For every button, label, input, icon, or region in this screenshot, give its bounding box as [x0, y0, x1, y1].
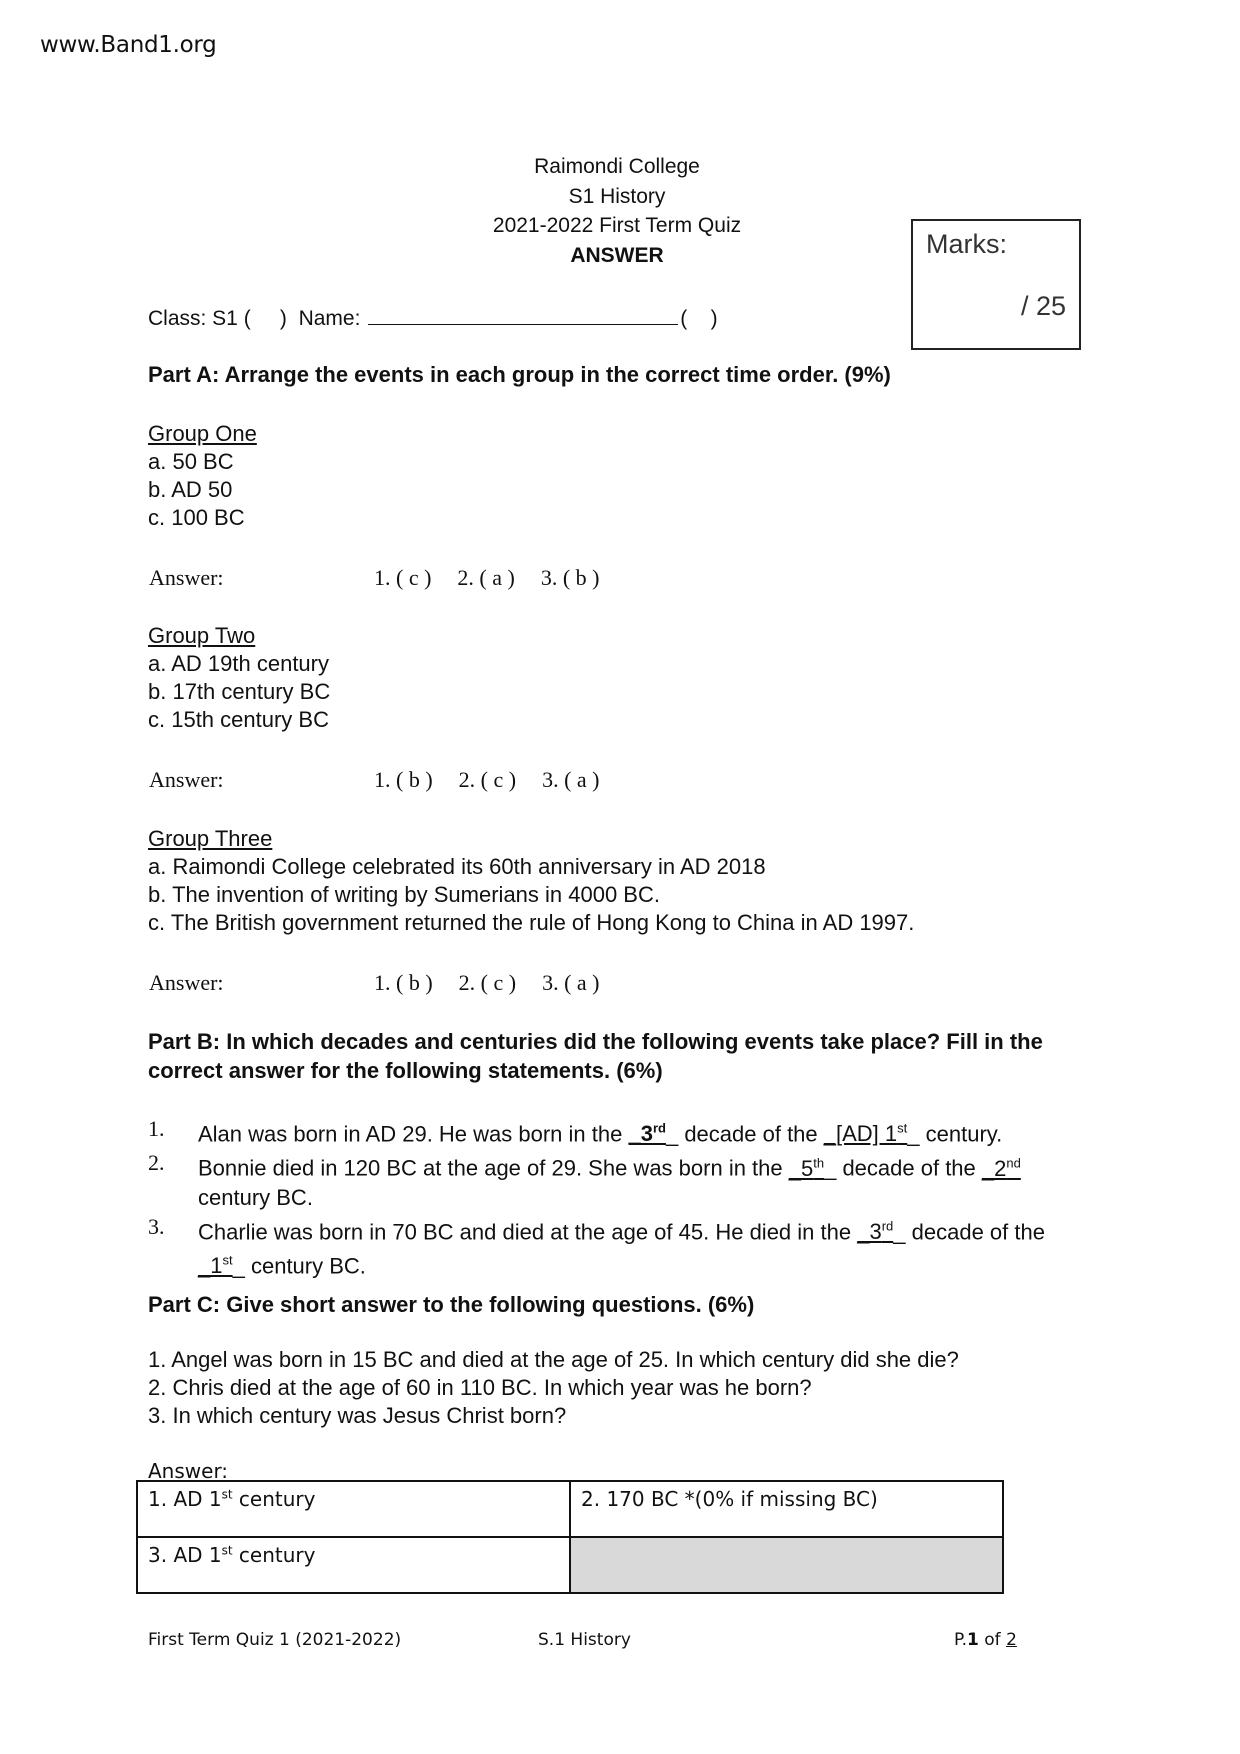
- answer-label: Answer:: [149, 767, 224, 792]
- shaded-empty-cell: [570, 1537, 1003, 1593]
- answer-label: Answer:: [149, 970, 224, 995]
- table-row: [137, 1481, 1003, 1537]
- part-c-questions: [148, 1346, 959, 1430]
- footer-center: S.1 History: [538, 1630, 631, 1650]
- answer-suffix: st: [221, 1487, 233, 1502]
- fill-end: _: [907, 1121, 920, 1147]
- fill-value: _3: [857, 1218, 882, 1244]
- part-a-heading: Part A: Arrange the events in each group in the correct time order. (9%): [148, 362, 891, 387]
- marks-label: Marks:: [926, 229, 1007, 259]
- marks-total: / 25: [1020, 291, 1066, 321]
- part-c-question: 2. Chris died at the age of 60 in 110 BC. In which year was he born?: [148, 1375, 812, 1400]
- fill-value: _3: [628, 1121, 653, 1147]
- group-item: c. 100 BC: [148, 505, 245, 530]
- question-text: century.: [919, 1121, 1003, 1147]
- question-text: decade of the: [836, 1155, 982, 1181]
- marks-box: [911, 219, 1081, 350]
- group-title: Group Two: [148, 623, 256, 648]
- answer-item: 1. ( c ): [374, 565, 432, 590]
- part-b-question: [148, 1148, 1078, 1211]
- fill-end: _: [824, 1155, 837, 1181]
- part-b-questions: [148, 1114, 1078, 1280]
- question-number: 3.: [148, 1213, 165, 1239]
- fill-suffix: nd: [1006, 1155, 1021, 1171]
- answer-table: [136, 1480, 1004, 1594]
- part-b-question: [148, 1114, 1078, 1148]
- answer-fill: [982, 1156, 1021, 1181]
- fill-suffix: st: [222, 1252, 233, 1268]
- school-name: Raimondi College: [534, 155, 700, 178]
- subject-name: S1 History: [568, 184, 666, 208]
- question-text: Bonnie died in 120 BC at the age of 29. She was born in the: [198, 1155, 789, 1181]
- group-item: a. Raimondi College celebrated its 60th anniversary in AD 2018: [148, 854, 766, 879]
- group-item: c. 15th century BC: [148, 707, 329, 732]
- group-three-answer: [149, 970, 626, 996]
- part-c-answer-label: Answer:: [148, 1459, 229, 1483]
- answer-item: 2. ( c ): [458, 970, 517, 995]
- class-label: Class: S1 (: [148, 307, 251, 330]
- group-item: b. 17th century BC: [148, 679, 331, 704]
- answer-cell: [137, 1481, 570, 1537]
- answer-suffix: st: [221, 1543, 233, 1558]
- group-item: a. AD 19th century: [148, 651, 329, 676]
- group-item: b. AD 50: [148, 477, 233, 502]
- answer-item: 3. ( a ): [542, 767, 600, 792]
- fill-end: _: [893, 1218, 906, 1244]
- question-number: 2.: [148, 1150, 165, 1176]
- fill-end: _: [665, 1121, 679, 1147]
- table-row: [137, 1537, 1003, 1593]
- answer-item: 1. ( b ): [374, 970, 433, 995]
- student-info-line: [148, 304, 718, 331]
- answer-fill: [628, 1121, 665, 1146]
- answer-item: 1. ( b ): [374, 767, 433, 792]
- part-c-heading: Part C: Give short answer to the following questions. (6%): [148, 1292, 755, 1317]
- page-prefix: P.: [954, 1630, 968, 1650]
- part-c-question: 3. In which century was Jesus Christ born?: [148, 1403, 567, 1428]
- question-text: decade of the: [678, 1121, 824, 1147]
- answer-fill: [857, 1219, 893, 1244]
- answer-text: 2. 170 BC *(0% if missing BC): [581, 1487, 878, 1511]
- fill-suffix: rd: [652, 1121, 666, 1136]
- exam-name: 2021-2022 First Term Quiz: [492, 214, 742, 237]
- fill-suffix: rd: [881, 1218, 894, 1234]
- question-number: 1.: [148, 1116, 165, 1141]
- fill-suffix: st: [897, 1121, 908, 1136]
- answer-text: 3. AD 1: [148, 1543, 222, 1567]
- page-of: of: [978, 1630, 1007, 1650]
- question-text: decade of the: [905, 1218, 1045, 1244]
- group-one-answer: [149, 565, 626, 591]
- fill-value: _2: [981, 1155, 1007, 1181]
- group-title: Group Three: [148, 826, 273, 851]
- fill-suffix: th: [813, 1155, 825, 1171]
- question-text: Charlie was born in 70 BC and died at the age of 45. He died in the: [198, 1218, 858, 1244]
- footer-left: First Term Quiz 1 (2021-2022): [148, 1630, 402, 1650]
- answer-fill: [789, 1156, 824, 1181]
- answer-item: 3. ( a ): [542, 970, 600, 995]
- answer-item: 3. ( b ): [540, 565, 600, 590]
- fill-value: _5: [788, 1155, 814, 1181]
- part-c-question: 1. Angel was born in 15 BC and died at the age of 25. In which century did she die?: [148, 1347, 959, 1372]
- page-total: 2: [1006, 1630, 1017, 1650]
- answer-fill: [824, 1121, 908, 1146]
- fill-end: _: [232, 1253, 245, 1279]
- answer-item: 2. ( c ): [458, 767, 517, 792]
- group-title: Group One: [148, 421, 257, 446]
- group-three: [148, 825, 914, 937]
- class-close: ): [279, 307, 287, 330]
- group-item: a. 50 BC: [148, 449, 234, 474]
- name-label: Name:: [298, 307, 361, 330]
- answer-cell: [137, 1537, 570, 1593]
- name-blank: [368, 304, 678, 325]
- page-current: 1: [967, 1630, 979, 1650]
- answer-item: 2. ( a ): [457, 565, 515, 590]
- question-text: Alan was born in AD 29. He was born in the: [198, 1121, 629, 1147]
- answer-text: 1. AD 1: [148, 1487, 222, 1511]
- fill-value: _[AD] 1: [823, 1121, 898, 1147]
- part-b-heading: Part B: In which decades and centuries did the following events take place? Fill in the correct answer for the following statements. (6%): [148, 1029, 1043, 1083]
- number-close: ): [710, 307, 718, 330]
- part-b-question: [148, 1212, 1078, 1281]
- answer-fill: [198, 1253, 233, 1278]
- answer-text: century: [232, 1487, 316, 1511]
- group-one: [148, 420, 257, 532]
- footer-page-number: [954, 1630, 1017, 1650]
- answer-text: century: [232, 1543, 316, 1567]
- answer-cell: [570, 1481, 1003, 1537]
- group-two: [148, 622, 330, 734]
- group-item: c. The British government returned the rule of Hong Kong to China in AD 1997.: [148, 910, 915, 935]
- answer-label: Answer:: [149, 565, 224, 590]
- number-open: (: [680, 307, 688, 330]
- group-two-answer: [149, 767, 626, 793]
- question-text: century BC.: [198, 1184, 313, 1210]
- fill-value: _1: [198, 1253, 223, 1279]
- watermark-url: www.Band1.org: [40, 32, 217, 58]
- question-text: century BC.: [244, 1253, 366, 1279]
- group-item: b. The invention of writing by Sumerians in 4000 BC.: [148, 882, 660, 907]
- answer-label: ANSWER: [570, 243, 664, 267]
- document-header: [380, 152, 854, 270]
